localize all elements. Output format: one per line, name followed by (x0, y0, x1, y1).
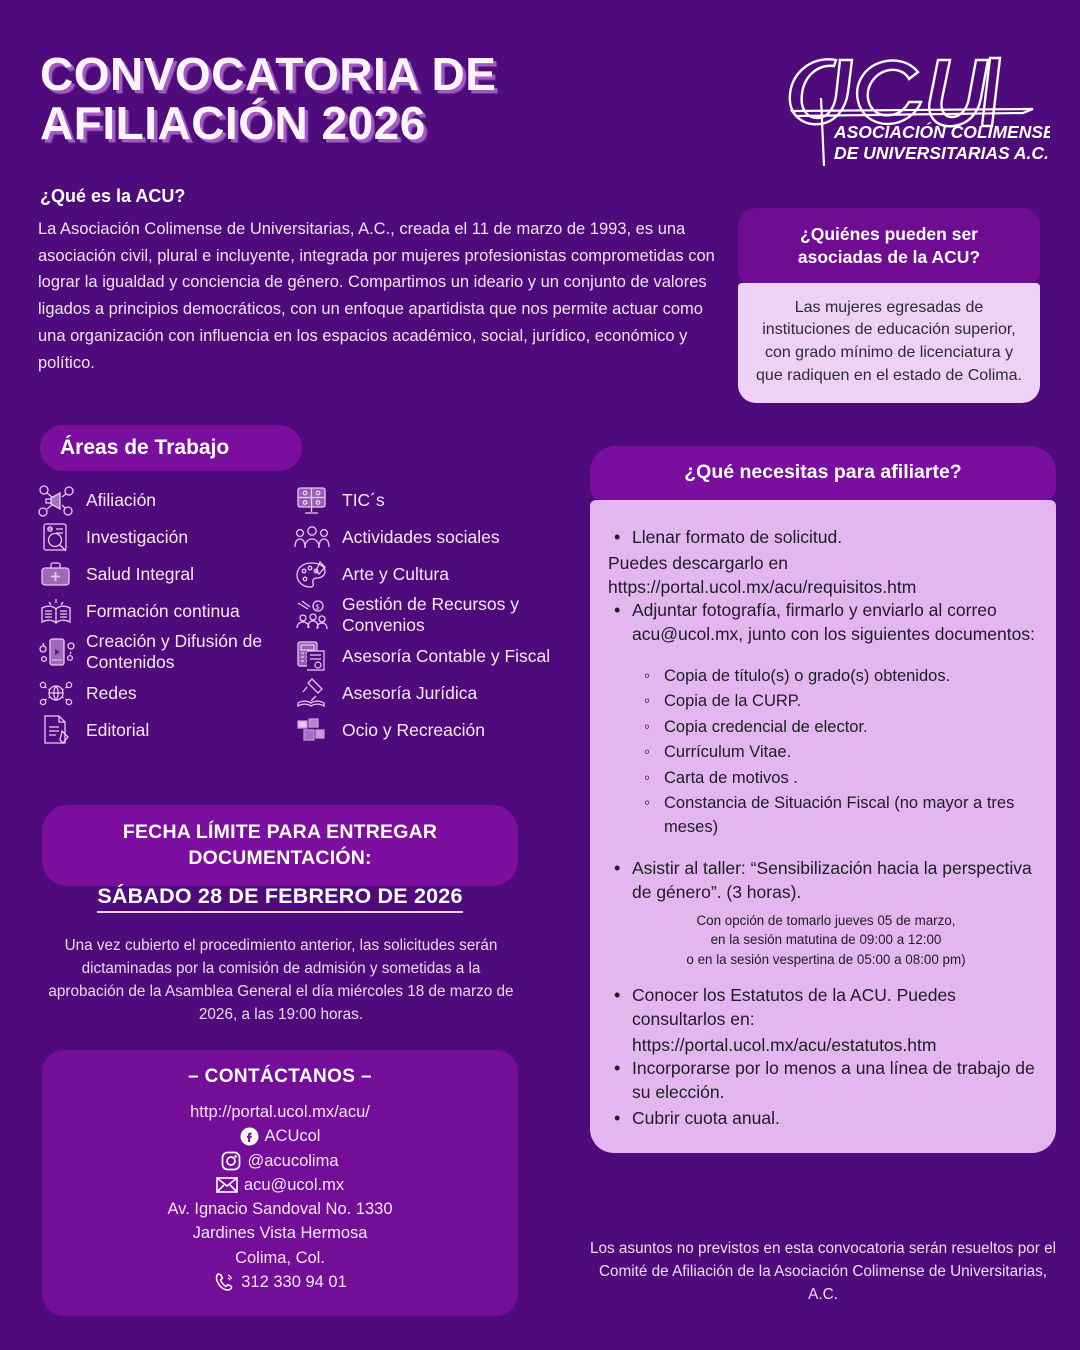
contact-instagram[interactable] (62, 1149, 498, 1173)
contact-phone[interactable] (62, 1270, 498, 1294)
area-item-arte-cultura[interactable] (294, 556, 586, 593)
gavel-book-icon (294, 676, 332, 710)
contact-instagram-label: @acucolima (247, 1151, 339, 1170)
contact-address-1-label: Av. Ignacio Sandoval No. 1330 (167, 1200, 393, 1218)
title-line-1: CONVOCATORIA DE (40, 48, 497, 100)
acu-logo (778, 38, 1050, 166)
contact-card (42, 1050, 518, 1316)
area-label: Redes (86, 682, 137, 703)
deadline-date (42, 884, 518, 909)
contact-email-label: acu@ucol.mx (243, 1175, 345, 1194)
list-item: ◦ Copia de la CURP. (644, 690, 1038, 713)
contact-facebook-label: ACUcol (264, 1127, 321, 1146)
area-item-creacion-difusion[interactable] (38, 630, 294, 675)
requirement-item-1-label: • Llenar formato de solicitud. (608, 526, 1038, 550)
requirement-item-4-url[interactable]: https://portal.ucol.mx/acu/estatutos.htm (632, 1034, 937, 1055)
deadline-pill-line-2: DOCUMENTACIÓN: (188, 847, 372, 870)
work-areas-grid (38, 482, 586, 749)
requirement-item-6-label: • Cubrir cuota anual. (608, 1107, 1038, 1131)
title-line-2: AFILIACIÓN 2026 (40, 96, 426, 149)
contact-heading: – CONTÁCTANOS – (187, 1066, 373, 1087)
footnote: Los asuntos no previstos en esta convocatoria serán resueltos por el Comité de Afiliación de la Asociación Colimense de Universitarias, A.C. (590, 1240, 1056, 1303)
envelope-icon (216, 1176, 238, 1194)
work-areas-right-column (294, 482, 586, 749)
requirements-heading: ¿Qué necesitas para afiliarte? (590, 446, 1056, 500)
area-label: Asesoría Jurídica (342, 682, 478, 703)
area-item-afiliacion[interactable] (38, 482, 294, 519)
magnifier-document-icon (38, 521, 76, 555)
area-label: TIC´s (342, 489, 385, 510)
contact-address-2-label: Jardines Vista Hermosa (192, 1224, 368, 1243)
requirement-item-2 (608, 599, 1038, 647)
requirements-card (590, 446, 1056, 1153)
area-label: Afiliación (86, 489, 157, 510)
area-item-asesoria-contable[interactable] (294, 638, 586, 675)
area-item-asesoria-juridica[interactable] (294, 675, 586, 712)
palette-brush-icon (294, 558, 332, 592)
contact-email[interactable] (62, 1173, 498, 1197)
required-documents-list (644, 665, 1038, 839)
deadline-note: Una vez cubierto el procedimiento anterior, las solicitudes serán dictaminadas por la comisión de admisión y sometidas a la aprobación de la Asamblea General el día miércoles 18 de marzo de 2026, a las 19:00 horas. (48, 937, 514, 1023)
phone-play-icon (38, 635, 76, 669)
contact-facebook[interactable] (62, 1124, 498, 1148)
requirement-item-4 (608, 984, 1038, 1032)
contact-phone-label: 312 330 94 01 (241, 1272, 347, 1291)
poster-header (0, 0, 1080, 180)
facebook-icon (240, 1127, 259, 1146)
calculator-invoice-icon (294, 639, 332, 673)
phone-icon (213, 1271, 235, 1293)
handshake-coin-icon (294, 598, 332, 632)
deadline-date-label: SÁBADO 28 DE FEBRERO DE 2026 (97, 884, 462, 913)
requirement-item-1-extra-1: Puedes descargarlo en (608, 552, 788, 573)
work-areas-title (40, 425, 302, 471)
contact-address-line-1 (62, 1197, 498, 1221)
requirement-item-3-note-line-2: en la sesión matutina de 09:00 a 12:00 (710, 932, 942, 948)
open-book-icon (38, 595, 76, 629)
network-globe-icon (38, 676, 76, 710)
work-areas-title-label: Áreas de Trabajo (60, 436, 230, 459)
requirements-body (590, 500, 1056, 1153)
area-label: Arte y Cultura (342, 563, 449, 584)
contact-website-label: http://portal.ucol.mx/acu/ (190, 1103, 370, 1121)
monitor-videocall-icon (294, 484, 332, 518)
area-item-tics[interactable] (294, 482, 586, 519)
contact-website[interactable] (62, 1100, 498, 1124)
requirement-item-2-label: • Adjuntar fotografía, firmarlo y enviarlo al correo acu@ucol.mx, junto con los siguientes documentos: (608, 599, 1038, 647)
contact-address-line-2 (62, 1221, 498, 1245)
area-label: Investigación (86, 526, 189, 547)
area-item-salud-integral[interactable] (38, 556, 294, 593)
svg-text:$: $ (315, 604, 320, 612)
who-can-join-card (738, 208, 1040, 403)
intro-paragraph: La Asociación Colimense de Universitarias, A.C., creada el 11 de marzo de 1993, es una asociación civil, plural e incluyente, integrada por mujeres profesionistas comprometidas con lograr la igualdad y conciencia de género. Compartimos un ideario y un conjunto de valores ligados a principios democráticos, con un enfoque apartidista que nos permite actuar como una organización con influencia en los espacios académico, social, jurídico, económico y político. (38, 220, 715, 372)
logo-subtitle-line-2: DE UNIVERSITARIAS A.C. (834, 143, 1049, 163)
megaphone-network-icon (38, 484, 76, 518)
area-item-formacion-continua[interactable] (38, 593, 294, 630)
list-item: ◦ Copia credencial de elector. (644, 716, 1038, 739)
area-item-ocio-recreacion[interactable] (294, 712, 586, 749)
requirement-item-3-note-line-1: Con opción de tomarlo jueves 05 de marzo, (696, 912, 956, 928)
area-item-actividades-sociales[interactable] (294, 519, 586, 556)
who-can-join-heading: ¿Quiénes pueden ser asociadas de la ACU? (738, 208, 1040, 283)
area-label: Ocio y Recreación (342, 719, 485, 740)
puzzle-pieces-icon (294, 713, 332, 747)
logo-subtitle-line-1: ASOCIACIÓN COLIMENSE (834, 122, 1050, 142)
contact-address-line-3 (62, 1246, 498, 1270)
contact-address-3-label: Colima, Col. (235, 1248, 325, 1267)
requirement-item-3-note (614, 911, 1038, 970)
deadline-pill (42, 805, 518, 886)
document-pencil-icon (38, 713, 76, 747)
area-label: Salud Integral (86, 563, 194, 584)
requirement-item-3 (608, 857, 1038, 905)
intro-heading: ¿Qué es la ACU? (40, 186, 186, 206)
requirement-item-1-url[interactable]: https://portal.ucol.mx/acu/requisitos.htm (608, 576, 917, 597)
area-item-investigacion[interactable] (38, 519, 294, 556)
area-label: Editorial (86, 719, 150, 740)
people-group-icon (294, 521, 332, 555)
requirement-item-5-label: • Incorporarse por lo menos a una línea de trabajo de su elección. (608, 1057, 1038, 1105)
list-item: ◦ Constancia de Situación Fiscal (no mayor a tres meses) (644, 792, 1038, 839)
area-label: Actividades sociales (342, 526, 500, 547)
requirement-item-6 (608, 1107, 1038, 1131)
instagram-icon (221, 1151, 241, 1171)
area-label: Creación y Difusión de Contenidos (86, 631, 263, 673)
requirement-item-3-label: • Asistir al taller: “Sensibilización hacia la perspectiva de género”. (3 horas). (608, 857, 1038, 905)
deadline-pill-line-1: FECHA LÍMITE PARA ENTREGAR (122, 821, 438, 843)
area-item-editorial[interactable] (38, 712, 294, 749)
requirement-item-4-label: • Conocer los Estatutos de la ACU. Puedes consultarlos en: (608, 984, 1038, 1032)
list-item: ◦ Carta de motivos . (644, 767, 1038, 790)
area-label: Asesoría Contable y Fiscal (342, 645, 551, 666)
area-label: Formación continua (86, 600, 240, 621)
first-aid-kit-icon (38, 558, 76, 592)
area-label: Gestión de Recursos y Convenios (342, 594, 520, 636)
who-can-join-body: Las mujeres egresadas de instituciones de educación superior, con grado mínimo de licenciatura y que radiquen en el estado de Colima. (738, 283, 1040, 404)
area-item-gestion-recursos[interactable] (294, 593, 586, 638)
requirement-item-5 (608, 1057, 1038, 1105)
requirement-item-1 (608, 526, 1038, 550)
page-title (40, 50, 496, 148)
area-item-redes[interactable] (38, 675, 294, 712)
requirement-item-3-note-line-3: o en la sesión vespertina de 05:00 a 08:00 pm) (686, 952, 966, 968)
work-areas-left-column (38, 482, 294, 749)
list-item: ◦ Currículum Vitae. (644, 741, 1038, 764)
list-item: ◦ Copia de título(s) o grado(s) obtenidos. (644, 665, 1038, 688)
acu-logo-svg (778, 38, 1050, 166)
